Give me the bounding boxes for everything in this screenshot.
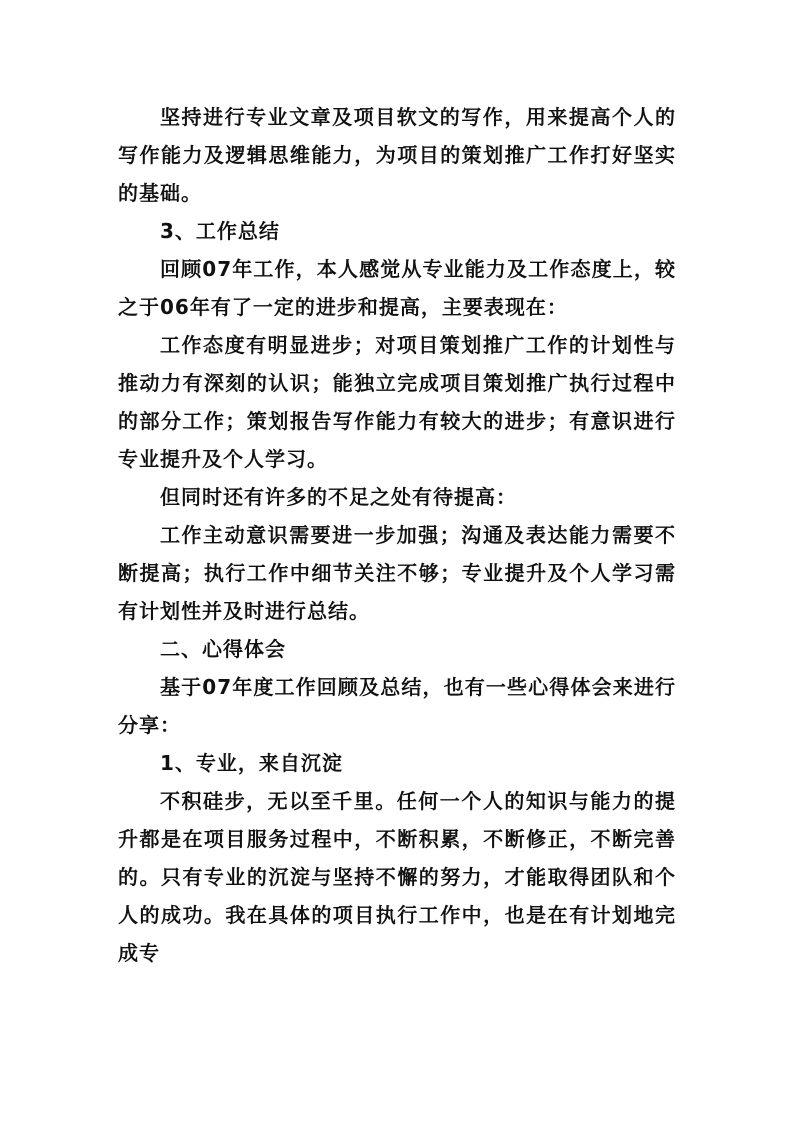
heading-experience: 二、心得体会: [160, 637, 286, 661]
paragraph-accumulation: 不积硅步，无以至千里。任何一个人的知识与能力的提升都是在项目服务过程中，不断积累，不断修正，不断完善的。只有专业的沉淀与坚持不懈的努力，才能取得团队和个人的成功。我在具体的项目执行工作中，也是在有计划地完成专: [118, 789, 676, 965]
paragraph-shortcomings-intro: 但同时还有许多的不足之处有待提高：: [160, 485, 517, 509]
heading-professional: 1、专业，来自沉淀: [160, 751, 343, 775]
paragraph-experience-intro: 基于07年度工作回顾及总结，也有一些心得体会来进行分享：: [118, 675, 676, 737]
paragraph-writing-practice: 坚持进行专业文章及项目软文的写作，用来提高个人的写作能力及逻辑思维能力，为项目的策划推广工作打好坚实的基础。: [118, 105, 676, 205]
paragraph-review-07: 回顾07年工作，本人感觉从专业能力及工作态度上，较之于06年有了一定的进步和提高，主要表现在：: [118, 257, 676, 319]
heading-work-summary: 3、工作总结: [160, 219, 280, 243]
paragraph-shortcomings: 工作主动意识需要进一步加强；沟通及表达能力需要不断提高；执行工作中细节关注不够；专业提升及个人学习需有计划性并及时进行总结。: [118, 523, 676, 623]
document-body: [118, 98, 676, 972]
paragraph-progress: 工作态度有明显进步；对项目策划推广工作的计划性与推动力有深刻的认识；能独立完成项目策划推广执行过程中的部分工作；策划报告写作能力有较大的进步；有意识进行专业提升及个人学习。: [118, 333, 676, 471]
